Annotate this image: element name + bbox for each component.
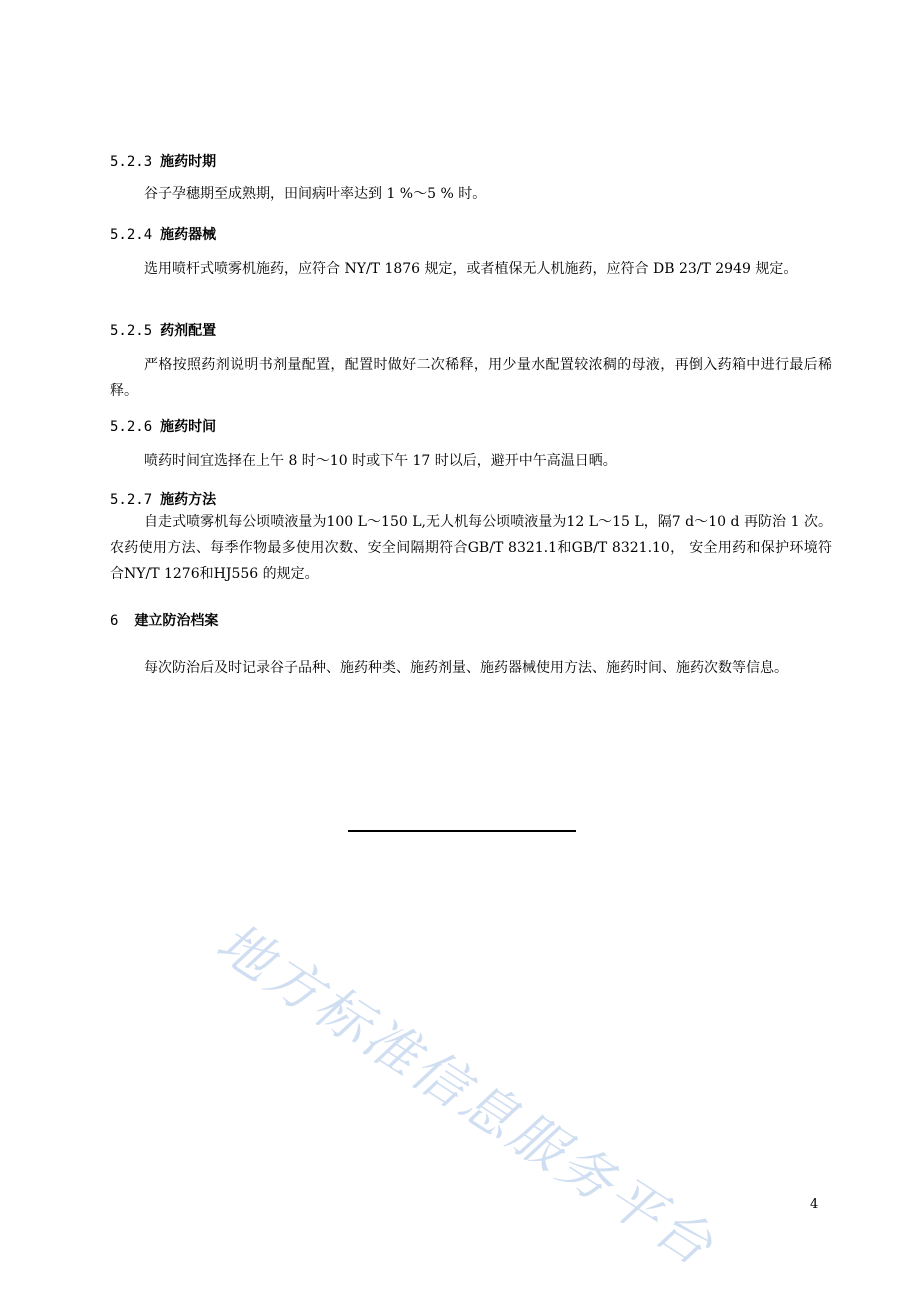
section-title: 建立防治档案 [134,613,219,629]
section-title: 施药方法 [160,492,217,508]
watermark: 地方标准信息服务平台 [205,910,727,1280]
section-heading-5-2-3 [110,151,216,171]
section-heading-5-2-4 [110,224,216,244]
end-rule [348,830,576,832]
section-number: 5.2.4 [110,227,153,243]
section-number: 6 [110,613,119,629]
section-title: 施药时间 [160,419,217,435]
section-number: 5.2.5 [110,323,153,339]
page-number: 4 [810,1197,819,1212]
section-paragraph: 自走式喷雾机每公顷喷液量为100 L～150 L,无人机每公顷喷液量为12 L～15 L，隔7 d～10 d 再防治 1 次。农药使用方法、每季作物最多使用次数、安全间隔期符合GB/T 8321.1和GB/T 8321.10， 安全用药和保护环境符合NY/T 1276和HJ556 的规定。 [110,514,832,582]
section-heading-5-2-5 [110,320,216,340]
section-paragraph: 每次防治后及时记录谷子品种、施药种类、施药剂量、施药器械使用方法、施药时间、施药次数等信息。 [144,660,788,676]
section-paragraph: 谷子孕穗期至成熟期，田间病叶率达到 1 %～5 % 时。 [144,186,487,202]
section-heading-5-2-7 [110,489,216,509]
section-paragraph: 严格按照药剂说明书剂量配置，配置时做好二次稀释，用少量水配置较浓稠的母液，再倒入药箱中进行最后稀释。 [110,357,832,399]
section-title: 药剂配置 [160,323,217,339]
section-number: 5.2.6 [110,419,153,435]
section-heading-5-2-6 [110,416,216,436]
section-number: 5.2.7 [110,492,153,508]
section-title: 施药器械 [160,227,217,243]
section-paragraph: 喷药时间宜选择在上午 8 时～10 时或下午 17 时以后，避开中午高温日晒。 [144,453,617,469]
section-heading-6 [110,610,218,630]
section-paragraph: 选用喷杆式喷雾机施药，应符合 NY/T 1876 规定，或者植保无人机施药，应符合 DB 23/T 2949 规定。 [144,261,798,277]
section-title: 施药时期 [160,154,217,170]
section-number: 5.2.3 [110,154,153,170]
